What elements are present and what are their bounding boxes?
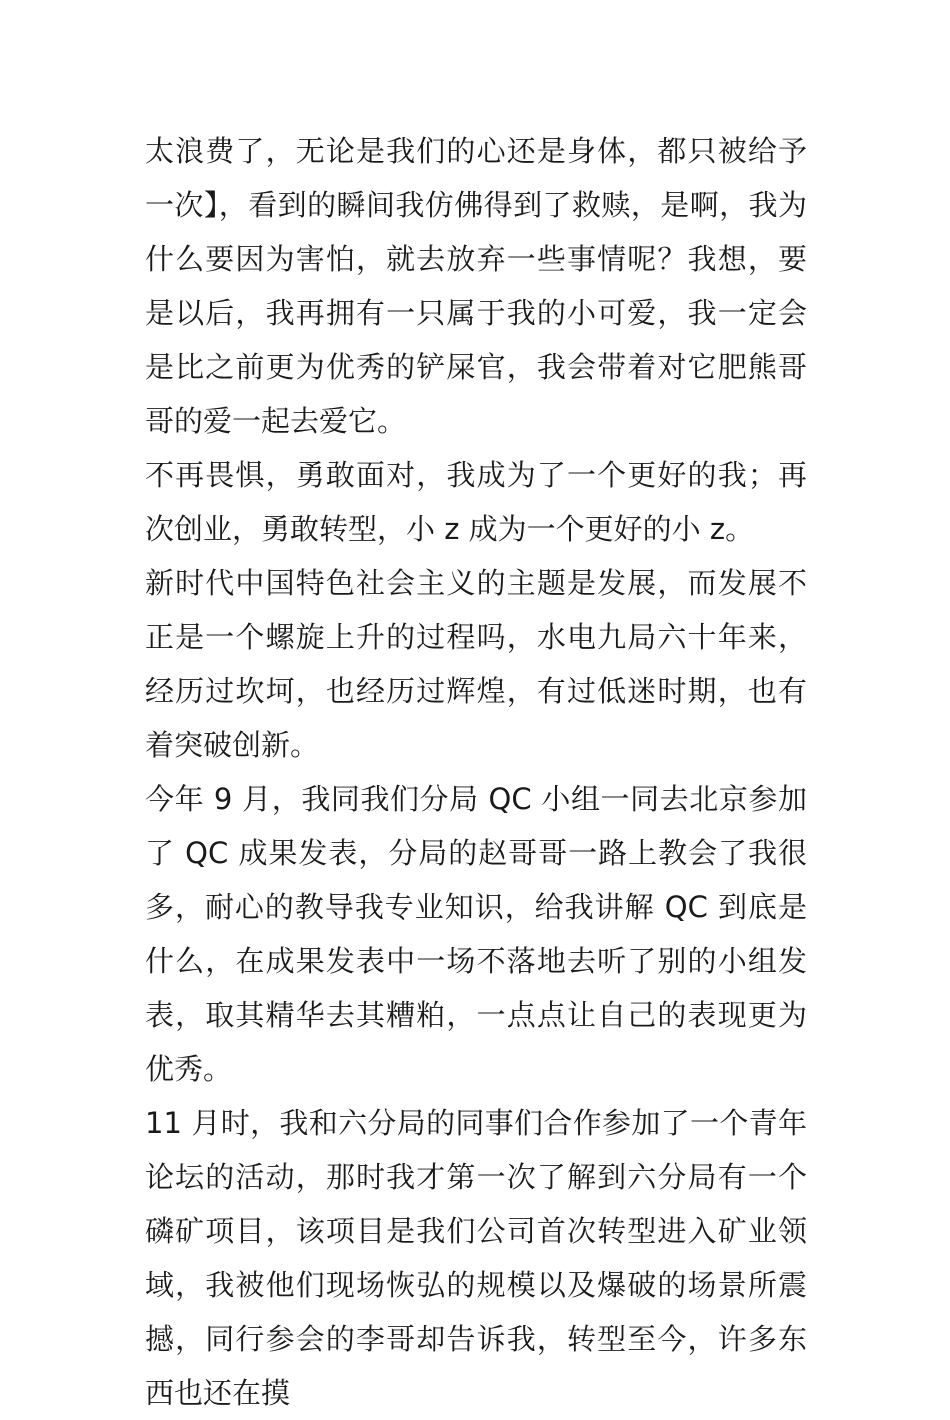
paragraph-4: 今年 9 月，我同我们分局 QC 小组一同去北京参加了 QC 成果发表，分局的赵哥哥一路上教会了我很多，耐心的教导我专业知识，给我讲解 QC 到底是什么，在成果发表中一场不落地去听了别的小组发表，取其精华去其糟粕，一点点让自己的表现更为优秀。 — [145, 782, 807, 1086]
paragraph-5: 11 月时，我和六分局的同事们合作参加了一个青年论坛的活动，那时我才第一次了解到六分局有一个磷矿项目，该项目是我们公司首次转型进入矿业领域，我被他们现场恢弘的规模以及爆破的场景所震撼，同行参会的李哥却告诉我，转型至今，许多东西也还在摸 — [145, 1106, 807, 1410]
paragraph-1: 太浪费了，无论是我们的心还是身体，都只被给予一次】，看到的瞬间我仿佛得到了救赎，是啊，我为什么要因为害怕，就去放弃一些事情呢？我想，要是以后，我再拥有一只属于我的小可爱，我一定会是比之前更为优秀的铲屎官，我会带着对它肥熊哥哥的爱一起去爱它。 — [145, 134, 807, 438]
paragraph-3: 新时代中国特色社会主义的主题是发展，而发展不正是一个螺旋上升的过程吗，水电九局六十年来，经历过坎坷，也经历过辉煌，有过低迷时期，也有着突破创新。 — [145, 566, 807, 762]
document-body — [145, 124, 807, 1420]
paragraph-2: 不再畏惧，勇敢面对，我成为了一个更好的我；再次创业，勇敢转型，小 z 成为一个更好的小 z。 — [145, 458, 807, 546]
